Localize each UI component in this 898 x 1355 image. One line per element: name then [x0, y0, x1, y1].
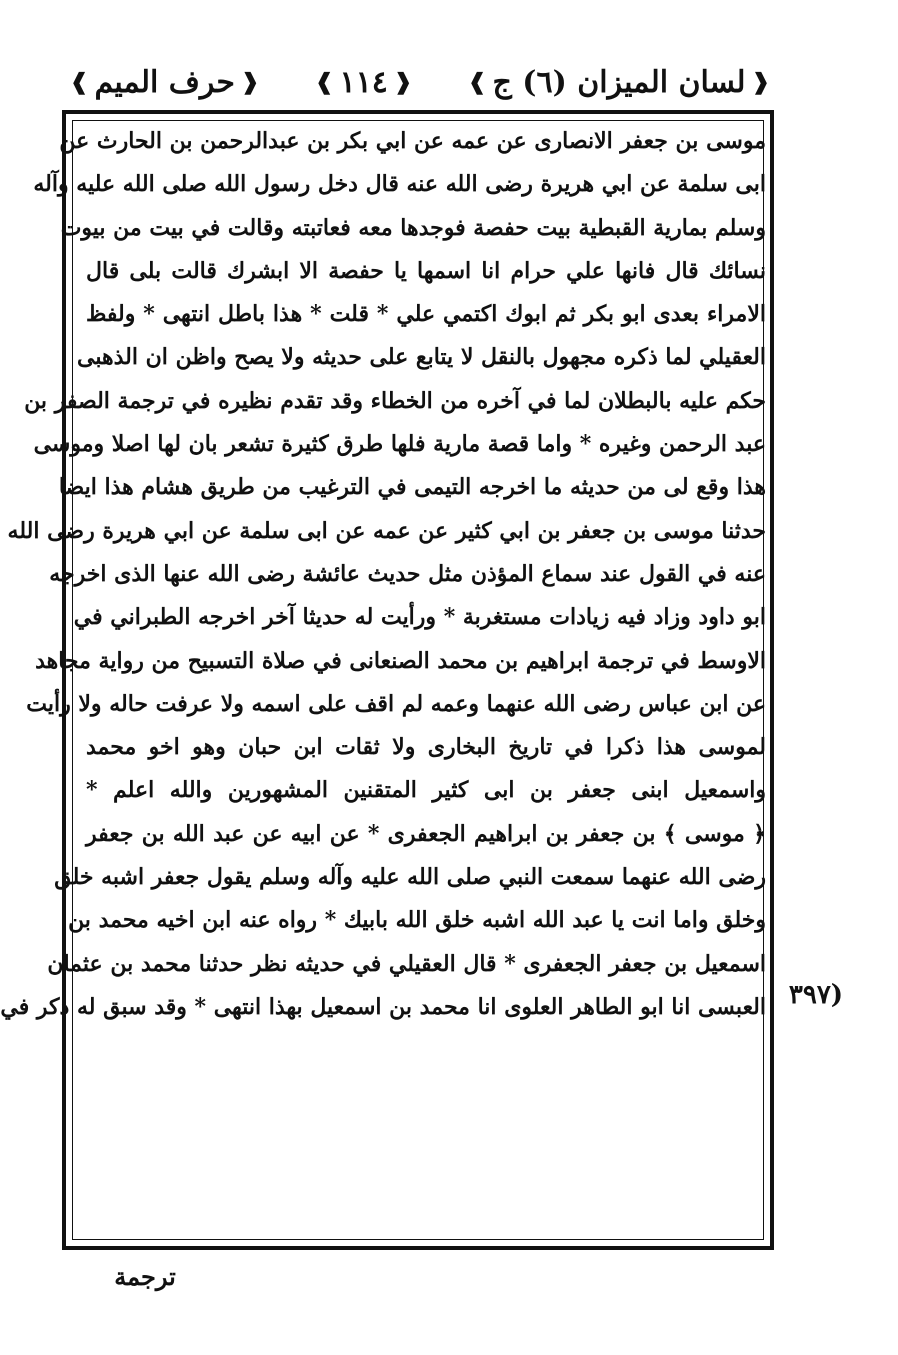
- text-line: واسمعيل ابنى جعفر بن ابى كثير المتقنين المشهورين والله اعلم *: [86, 777, 766, 804]
- ornament-icon: ❰: [751, 69, 770, 95]
- ornament-icon: ❰: [393, 69, 413, 95]
- ornament-icon: ❱: [468, 69, 487, 95]
- ornament-icon: ❱: [315, 69, 334, 95]
- header-chapter: [70, 65, 259, 100]
- text-line: ابو داود وزاد فيه زيادات مستغربة * ورأيت له حديثا آخر اخرجه الطبراني في: [73, 604, 766, 631]
- text-line: وسلم بمارية القبطية بيت حفصة فوجدها معه فعاتبته وقالت في بيت من بيوت: [60, 214, 766, 241]
- header-page-number-text: ١١٤: [339, 64, 388, 100]
- text-line: موسى بن جعفر الانصارى عن عمه عن ابي بكر بن عبدالرحمن بن الحارث عن: [59, 128, 766, 154]
- catchword: ترجمة: [114, 1262, 176, 1291]
- ornament-icon: ❰: [240, 69, 260, 95]
- text-line: عنه في القول عند سماع المؤذن مثل حديث عائشة رضى الله عنها الذى اخرجه: [49, 560, 766, 587]
- text-line: وخلق واما انت يا عبد الله اشبه خلق الله بابيك * رواه عنه ابن اخيه محمد بن: [68, 907, 766, 934]
- text-line: نسائك قال فانها علي حرام انا اسمها يا حفصة الا ابشرك قالت بلى قال: [86, 257, 766, 284]
- text-line: العقيلي لما ذكره مجهول بالنقل لا يتابع على حديثه ولا يصح واظن ان الذهبى: [77, 344, 766, 371]
- body-text: [0, 120, 766, 1029]
- text-line-entry-start: ﴿ موسى ﴾ بن جعفر بن ابراهيم الجعفرى * عن ابيه عن عبد الله بن جعفر: [86, 820, 766, 847]
- header-book-title: [468, 65, 770, 100]
- text-line: حكم عليه بالبطلان لما في آخره من الخطاء وقد تقدم نظيره في ترجمة الصفر بن: [24, 387, 766, 414]
- text-line: الامراء بعدى ابو بكر ثم ابوك اكتمي علي * قلت * هذا باطل انتهى * ولفظ: [86, 301, 766, 328]
- text-line: العبسى انا ابو الطاهر العلوى انا محمد بن اسمعيل بهذا انتهى * وقد سبق له ذكر في: [0, 993, 766, 1020]
- ornament-icon: ❱: [70, 69, 89, 95]
- text-line: عبد الرحمن وغيره * واما قصة مارية فلها طرق كثيرة تشعر بان لها اصلا وموسى: [33, 431, 766, 458]
- text-line: اسمعيل بن جعفر الجعفرى * قال العقيلي في حديثه نظر حدثنا محمد بن عثمان: [47, 950, 766, 977]
- header-book-title-text: لسان الميزان (٦) ج: [492, 64, 746, 100]
- text-line: حدثنا موسى بن جعفر بن ابي كثير عن عمه عن ابى سلمة عن ابي هريرة رضى الله: [7, 517, 766, 544]
- text-line: عن ابن عباس رضى الله عنهما وعمه لم اقف على اسمه ولا عرفت حاله ولا رأيت: [26, 690, 766, 717]
- running-header: [70, 58, 770, 106]
- text-line: ابى سلمة عن ابي هريرة رضى الله عنه قال دخل رسول الله صلى الله عليه وآله: [33, 171, 766, 198]
- header-page-number: [315, 65, 412, 100]
- text-line: رضى الله عنهما سمعت النبي صلى الله عليه وآله وسلم يقول جعفر اشبه خلق: [54, 864, 766, 891]
- entry-number: (٣٩٧: [788, 980, 844, 1010]
- text-line: لموسى هذا ذكرا في تاريخ البخارى ولا ثقات ابن حبان وهو اخو محمد: [86, 734, 766, 761]
- text-line: الاوسط في ترجمة ابراهيم بن محمد الصنعانى في صلاة التسبيح من رواية مجاهد: [35, 647, 766, 674]
- header-chapter-text: حرف الميم: [94, 64, 235, 100]
- text-line: هذا وقع لى من حديثه ما اخرجه التيمى في الترغيب من طريق هشام هذا ايضا: [58, 474, 766, 501]
